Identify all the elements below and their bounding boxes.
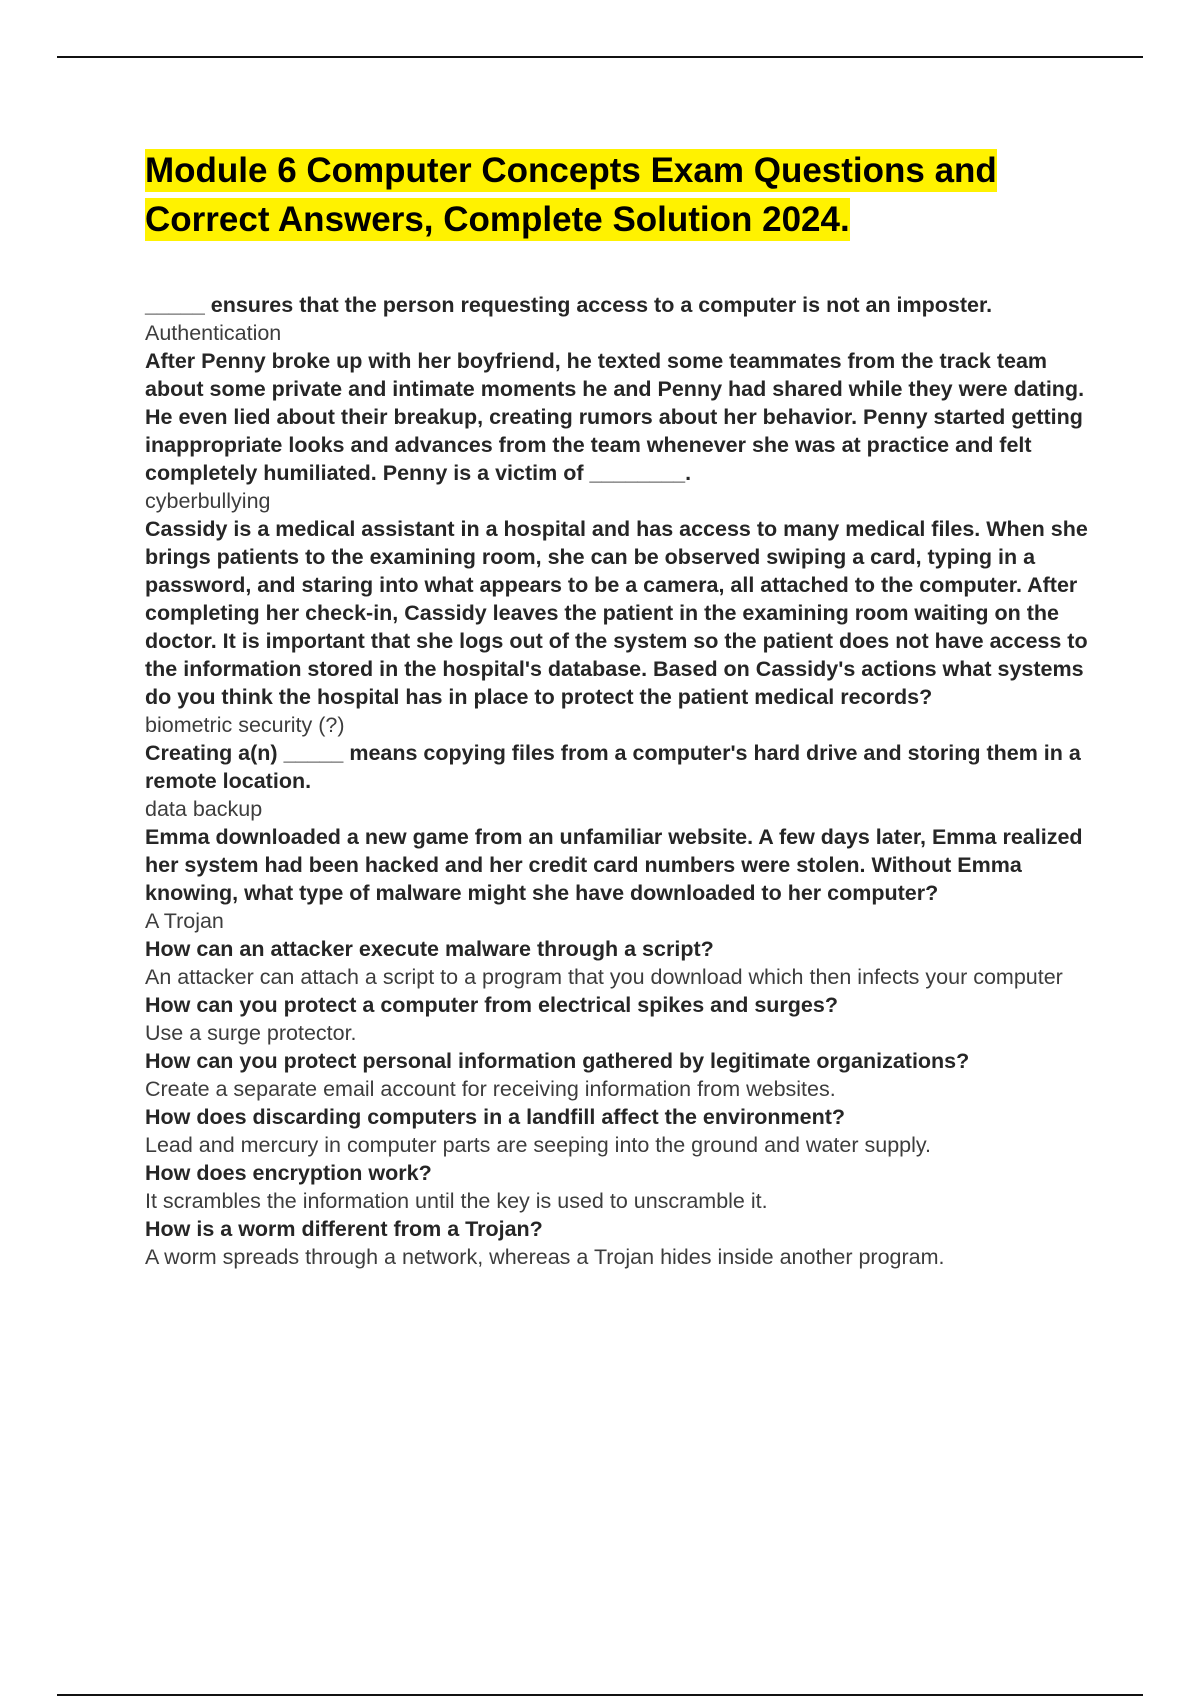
answer: Lead and mercury in computer parts are seeping into the ground and water supply. xyxy=(145,1133,932,1157)
bottom-rule xyxy=(57,1694,1143,1696)
qa-item xyxy=(145,1159,1095,1215)
question: How does discarding computers in a landfill affect the environment? xyxy=(145,1105,846,1129)
answer: Authentication xyxy=(145,321,282,345)
question: After Penny broke up with her boyfriend, he texted some teammates from the track team about some private and intimate moments he and Penny had shared while they were dating. He even lied about their breakup, creating rumors about her behavior. Penny started getting inappropriate looks and advances from the team whenever she was at practice and felt completely humiliated. Penny is a victim of ________. xyxy=(145,349,1085,485)
title-line-2: Correct Answers, Complete Solution 2024. xyxy=(145,200,850,239)
answer: cyberbullying xyxy=(145,489,271,513)
qa-item xyxy=(145,823,1095,935)
title-line-1-bold: Module 6 Computer Concepts Exam xyxy=(145,151,754,190)
answer: A Trojan xyxy=(145,909,224,933)
question: How is a worm different from a Trojan? xyxy=(145,1217,543,1241)
question: How does encryption work? xyxy=(145,1161,432,1185)
answer: A worm spreads through a network, whereas a Trojan hides inside another program. xyxy=(145,1245,945,1269)
qa-item xyxy=(145,515,1095,739)
answer: data backup xyxy=(145,797,263,821)
answer: Use a surge protector. xyxy=(145,1021,357,1045)
question: _____ ensures that the person requesting access to a computer is not an imposter. xyxy=(145,293,993,317)
answer: It scrambles the information until the key is used to unscramble it. xyxy=(145,1189,768,1213)
qa-item xyxy=(145,1215,1095,1271)
qa-item xyxy=(145,991,1095,1047)
qa-item xyxy=(145,739,1095,823)
qa-item xyxy=(145,1103,1095,1159)
answer: biometric security (?) xyxy=(145,713,345,737)
question: How can you protect personal information gathered by legitimate organizations? xyxy=(145,1049,970,1073)
question: How can an attacker execute malware through a script? xyxy=(145,937,714,961)
question: Emma downloaded a new game from an unfamiliar website. A few days later, Emma realized her system had been hacked and her credit card numbers were stolen. Without Emma knowing, what type of malware might she have downloaded to her computer? xyxy=(145,825,1083,905)
qa-list xyxy=(145,291,1095,1271)
title-line-1 xyxy=(145,149,997,192)
question: How can you protect a computer from electrical spikes and surges? xyxy=(145,993,838,1017)
document-title xyxy=(145,146,1095,244)
qa-item xyxy=(145,347,1095,515)
title-line-1-rest: Questions and xyxy=(753,151,997,190)
answer: An attacker can attach a script to a program that you download which then infects your computer xyxy=(145,965,1063,989)
question: Cassidy is a medical assistant in a hospital and has access to many medical files. When she brings patients to the examining room, she can be observed swiping a card, typing in a password, and staring into what appears to be a camera, all attached to the computer. After completing her check-in, Cassidy leaves the patient in the examining room waiting on the doctor. It is important that she logs out of the system so the patient does not have access to the information stored in the hospital's database. Based on Cassidy's actions what systems do you think the hospital has in place to protect the patient medical records? xyxy=(145,517,1088,709)
question: Creating a(n) _____ means copying files from a computer's hard drive and storing them in a remote location. xyxy=(145,741,1081,793)
qa-item xyxy=(145,1047,1095,1103)
qa-item xyxy=(145,935,1095,991)
answer: Create a separate email account for receiving information from websites. xyxy=(145,1077,836,1101)
top-rule xyxy=(57,56,1143,58)
qa-item xyxy=(145,291,1095,347)
